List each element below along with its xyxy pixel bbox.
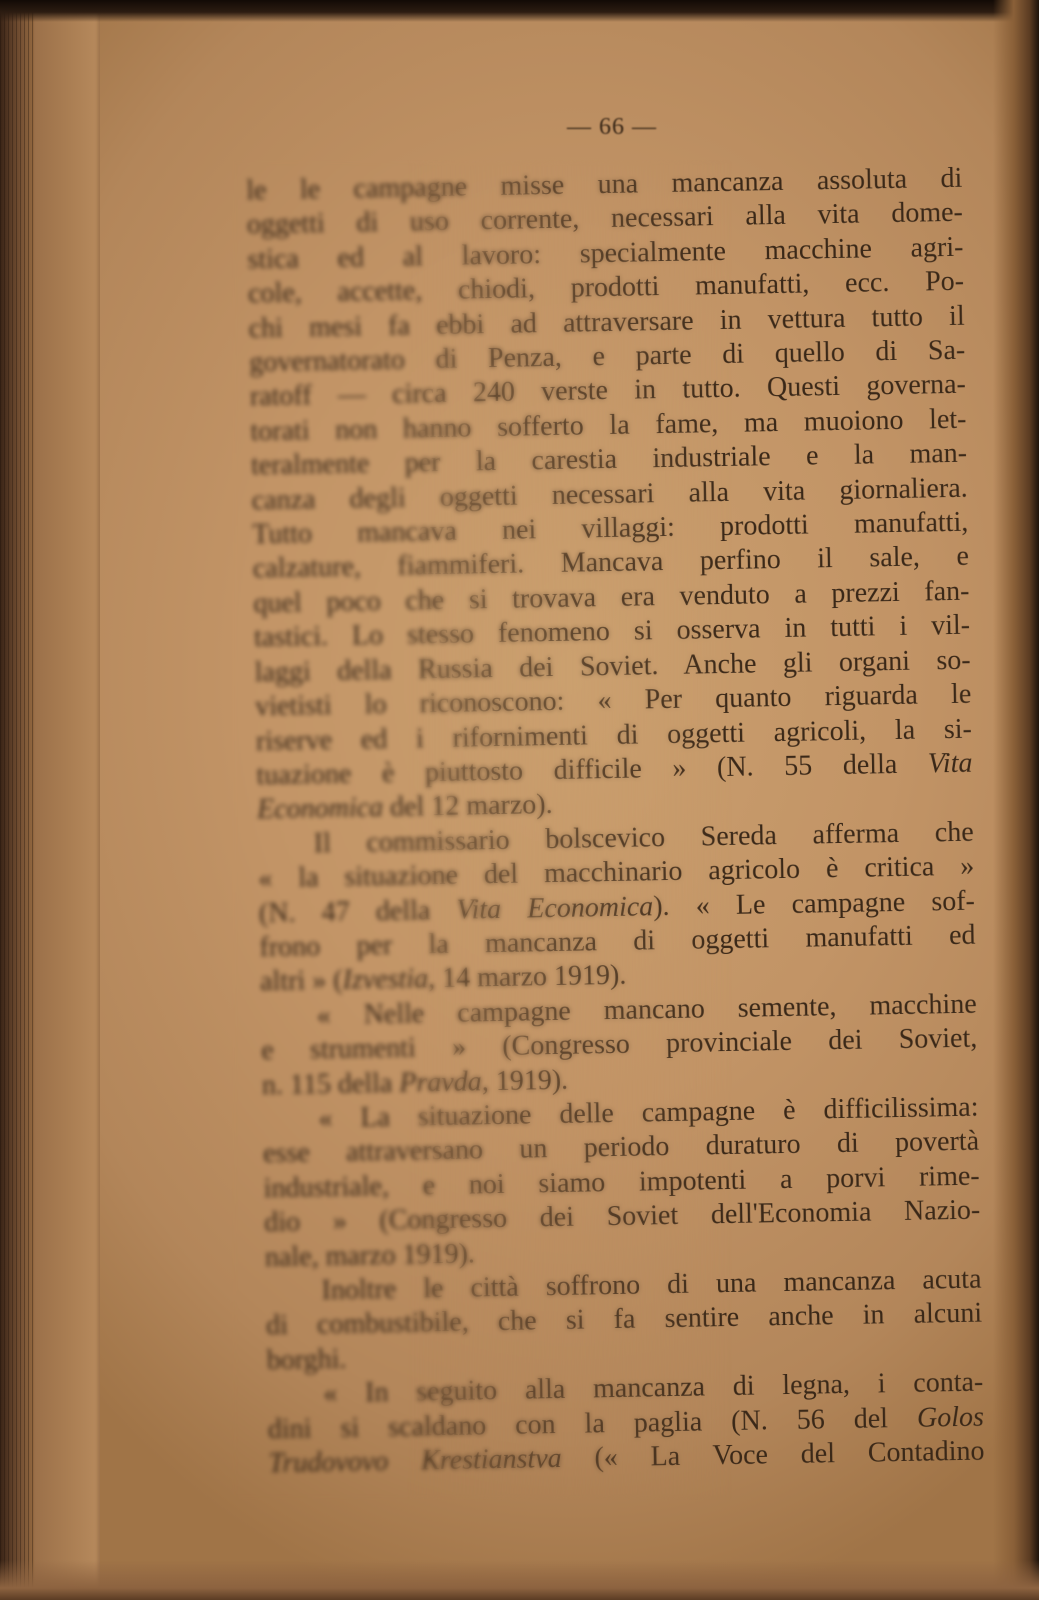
text-run: « Nelle campagne mancano semente, macchine	[316, 988, 977, 1031]
text-run: laggi della Russia dei Soviet. Anche gli organi so-	[254, 644, 971, 688]
paragraph	[265, 1263, 983, 1379]
italic-citation: Vita Economica	[456, 890, 654, 926]
text-run: Il commissario bolscevico Sereda afferma che	[313, 816, 974, 859]
text-run: quel poco che si trovava era venduto a prezzi fan-	[253, 575, 970, 620]
text-run: esse attraversano un periodo duraturo di povertà	[262, 1125, 980, 1170]
text-run: vietisti lo riconoscono: « Per quanto riguarda le	[255, 678, 972, 723]
text-run: chi mesi fa ebbi ad attraversare in vettura tutto il	[248, 300, 965, 344]
paragraph	[262, 1091, 981, 1276]
text-run: cole, accette, chiodi, prodotti manufatti, ecc. Po-	[247, 265, 965, 310]
text-run: le le campagne misse una mancanza assoluta di	[246, 162, 963, 207]
text-run: tastici. Lo stesso fenomeno si osserva in tutti i vil-	[253, 609, 971, 654]
italic-citation: Pravda	[399, 1065, 483, 1099]
text-run: dio » (Congresso dei Soviet dell'Economia Nazio-	[264, 1194, 981, 1239]
text-run: di combustibile, che si fa sentire anche in alcuni	[265, 1297, 983, 1342]
text-run: (N. 47 della	[258, 894, 457, 929]
text-run: ratoff — circa 240 verste in tutto. Questi governa-	[249, 369, 967, 413]
text-run: (« La Voce del Contadino	[561, 1435, 985, 1474]
italic-citation: Izvestia	[342, 963, 429, 997]
bottom-edge-shadow	[0, 1560, 1039, 1600]
text-run: dini si scaldano con la paglia (N. 56 del	[267, 1402, 918, 1445]
text-run: riserve ed i rifornimenti di oggetti agricoli, la si-	[255, 713, 973, 757]
text-run: torati non hanno sofferto la fame, ma muoiono let-	[250, 403, 967, 448]
text-run: frono per la mancanza di oggetti manufatti ed	[259, 919, 976, 964]
text-run: industriale, e noi siamo impotenti a porvi rime-	[263, 1160, 980, 1204]
text-run: canza degli oggetti necessari alla vita giornaliera.	[251, 472, 968, 516]
text-run: Tutto mancava nei villaggi: prodotti manufatti,	[252, 506, 969, 551]
paragraph	[267, 1366, 985, 1482]
text-run: n. 115 della	[261, 1067, 400, 1101]
text-run: altri » (	[259, 965, 343, 998]
page-gutter	[34, 0, 100, 1600]
text-run: oggetti di uso corrente, necessari alla vita dome-	[246, 197, 964, 241]
text-run: « La situazione delle campagne è difficilissima:	[318, 1091, 979, 1135]
text-run: , 1919).	[481, 1064, 569, 1097]
text-run: del 12 marzo).	[382, 789, 553, 824]
italic-citation: Golos	[916, 1401, 985, 1434]
text-run: stica ed al lavoro: specialmente macchine agri-	[247, 231, 964, 276]
italic-citation: Economica	[256, 792, 384, 826]
paragraph	[260, 987, 978, 1103]
italic-citation: Trudovovo Krestianstva	[268, 1442, 562, 1480]
paragraph	[257, 815, 976, 1000]
text-run: governatorato di Penza, e parte di quello di Sa-	[249, 334, 966, 379]
page-number: — 66 —	[567, 114, 657, 140]
text-run: ). « Le campagne sof-	[652, 885, 976, 922]
text-run: calzature, fiammiferi. Mancava perfino il sale, e	[252, 541, 970, 585]
text-run: teralmente per la carestia industriale e la man-	[250, 437, 968, 482]
text-run: « la situazione del macchinario agricolo è critica »	[258, 850, 975, 895]
italic-citation: Vita	[927, 747, 973, 780]
text-body	[246, 162, 985, 1482]
paragraph	[246, 162, 973, 828]
text-run: e strumenti » (Congresso provinciale dei Soviet,	[261, 1022, 978, 1067]
page-stack-edge	[0, 0, 34, 1600]
text-run: « In seguito alla mancanza di legna, i conta-	[323, 1366, 984, 1410]
right-edge-shadow	[993, 0, 1039, 1600]
text-run: nale, marzo 1919).	[264, 1238, 476, 1273]
text-run: , 14 marzo 1919).	[427, 960, 627, 995]
text-run: tuazione è piuttosto difficile » (N. 55 della	[256, 748, 929, 792]
top-edge-shadow	[0, 0, 1039, 22]
text-run: Inoltre le città soffrono di una mancanza acuta	[321, 1263, 982, 1307]
text-run: borghi.	[266, 1343, 347, 1376]
